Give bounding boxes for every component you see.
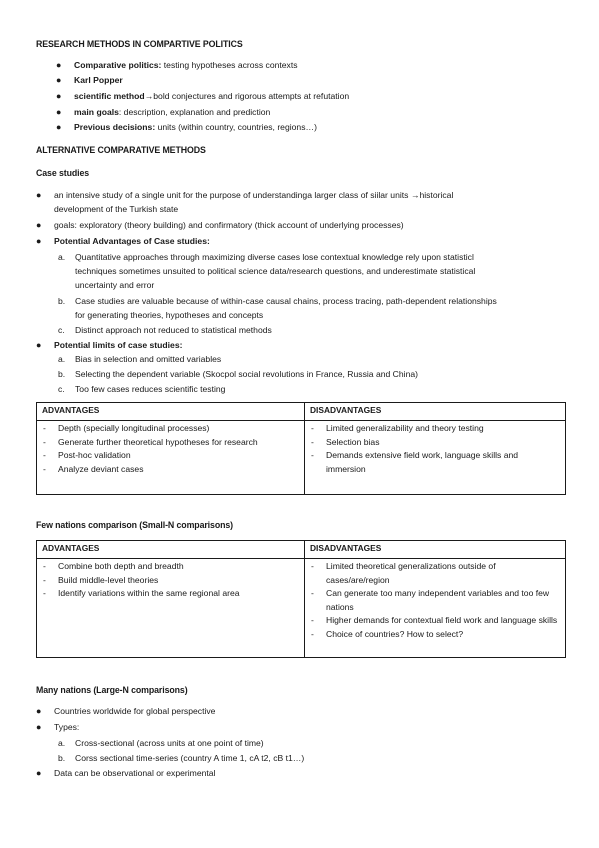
bullet-text: Types: <box>54 722 80 732</box>
term-text: →bold conjectures and rigorous attempts at refutation <box>144 91 350 101</box>
list-item-line: Selecting the dependent variable (Skocpol social revolutions in France, Russia and China) <box>75 369 418 379</box>
list-item-line: Distinct approach not reduced to statistical methods <box>75 325 272 335</box>
list-marker: a. <box>58 738 66 748</box>
column-header-advantages: ADVANTAGES <box>37 541 305 559</box>
bullet-icon: ● <box>56 60 62 70</box>
term-label: Comparative politics: <box>74 60 162 70</box>
table-list-item: - Limited generalizability and theory testing <box>310 422 560 436</box>
bullet-continuation: development of the Turkish state <box>54 204 179 214</box>
column-header-advantages: ADVANTAGES <box>37 403 305 421</box>
table-list-item: - Can generate too many independent variables and too few nations <box>310 587 560 614</box>
term-text: : description, explanation and prediction <box>118 107 271 117</box>
table-list-item: - Build middle-level theories <box>42 574 299 588</box>
list-marker: b. <box>58 369 66 379</box>
case-studies-table <box>36 402 566 495</box>
table-list-item: - Higher demands for contextual field work and language skills <box>310 614 560 628</box>
column-header-disadvantages: DISADVANTAGES <box>305 403 566 421</box>
bullet-icon: ● <box>36 190 42 200</box>
list-item-line: Too few cases reduces scientific testing <box>75 384 226 394</box>
term-label: main goals <box>74 107 119 117</box>
bullet-icon: ● <box>56 122 62 132</box>
term-label: Previous decisions: <box>74 122 156 132</box>
list-marker: c. <box>58 325 65 335</box>
bullet-icon: ● <box>36 220 42 230</box>
bullet-text: Countries worldwide for global perspective <box>54 706 216 716</box>
section-heading-alternative: ALTERNATIVE COMPARATIVE METHODS <box>36 145 206 155</box>
table-list-item: - Choice of countries? How to select? <box>310 628 560 642</box>
disadvantages-cell <box>305 559 566 658</box>
list-marker: a. <box>58 252 66 262</box>
advantages-heading: Potential Advantages of Case studies: <box>54 236 210 246</box>
table-list-item: - Limited theoretical generalizations outside of cases/are/region <box>310 560 560 587</box>
list-marker: c. <box>58 384 65 394</box>
table-list-item: - Selection bias <box>310 436 560 450</box>
bullet-text: Data can be observational or experimental <box>54 768 216 778</box>
term-label: Karl Popper <box>74 75 123 85</box>
subheading-many-nations: Many nations (Large-N comparisons) <box>36 685 188 695</box>
list-item-line: uncertainty and error <box>75 280 155 290</box>
subheading-case-studies: Case studies <box>36 168 90 178</box>
list-marker: b. <box>58 753 66 763</box>
bullet-text: goals: exploratory (theory building) and confirmatory (thick account of underlying processes) <box>54 220 404 230</box>
term-text: units (within country, countries, regions…) <box>155 122 317 132</box>
advantages-cell <box>37 421 305 495</box>
bullet-icon: ● <box>56 107 62 117</box>
table-list-item: - Depth (specially longitudinal processes) <box>42 422 299 436</box>
list-item-line: Quantitative approaches through maximizing diverse cases lose contextual knowledge rely upon statisticl <box>75 252 474 262</box>
bullet-icon: ● <box>36 722 42 732</box>
list-item-line: Bias in selection and omitted variables <box>75 354 222 364</box>
page-title: RESEARCH METHODS IN COMPARTIVE POLITICS <box>36 39 243 49</box>
list-item-line: Cross-sectional (across units at one point of time) <box>75 738 264 748</box>
small-n-table <box>36 540 566 658</box>
bullet-icon: ● <box>36 768 42 778</box>
term-text: testing hypotheses across contexts <box>161 60 298 70</box>
disadvantages-cell <box>305 421 566 495</box>
bullet-icon: ● <box>36 706 42 716</box>
list-item-line: Case studies are valuable because of within-case causal chains, process tracing, path-dependent relationships <box>75 296 497 306</box>
table-list-item: - Analyze deviant cases <box>42 463 299 477</box>
table-list-item: - Combine both depth and breadth <box>42 560 299 574</box>
list-item-line: Corss sectional time-series (country A time 1, cA t2, cB t1…) <box>75 753 305 763</box>
list-item-line: for generating theories, hypotheses and concepts <box>75 310 264 320</box>
subheading-few-nations: Few nations comparison (Small-N comparisons) <box>36 520 233 530</box>
table-list-item: - Identify variations within the same regional area <box>42 587 299 601</box>
list-item-line: techniques sometimes unsuited to political science data/research questions, and underestimate statistical <box>75 266 476 276</box>
term-label: scientific method <box>74 91 145 101</box>
bullet-text: an intensive study of a single unit for the purpose of understandinga larger class of siilar units →historical <box>54 190 454 200</box>
table-list-item: - Post-hoc validation <box>42 449 299 463</box>
list-marker: b. <box>58 296 66 306</box>
bullet-icon: ● <box>36 340 42 350</box>
bullet-icon: ● <box>56 75 62 85</box>
table-list-item: - Generate further theoretical hypotheses for research <box>42 436 299 450</box>
bullet-icon: ● <box>56 91 62 101</box>
list-marker: a. <box>58 354 66 364</box>
table-list-item: - Demands extensive field work, language skills and immersion <box>310 449 560 476</box>
limits-heading: Potential limits of case studies: <box>54 340 183 350</box>
advantages-cell <box>37 559 305 658</box>
column-header-disadvantages: DISADVANTAGES <box>305 541 566 559</box>
bullet-icon: ● <box>36 236 42 246</box>
